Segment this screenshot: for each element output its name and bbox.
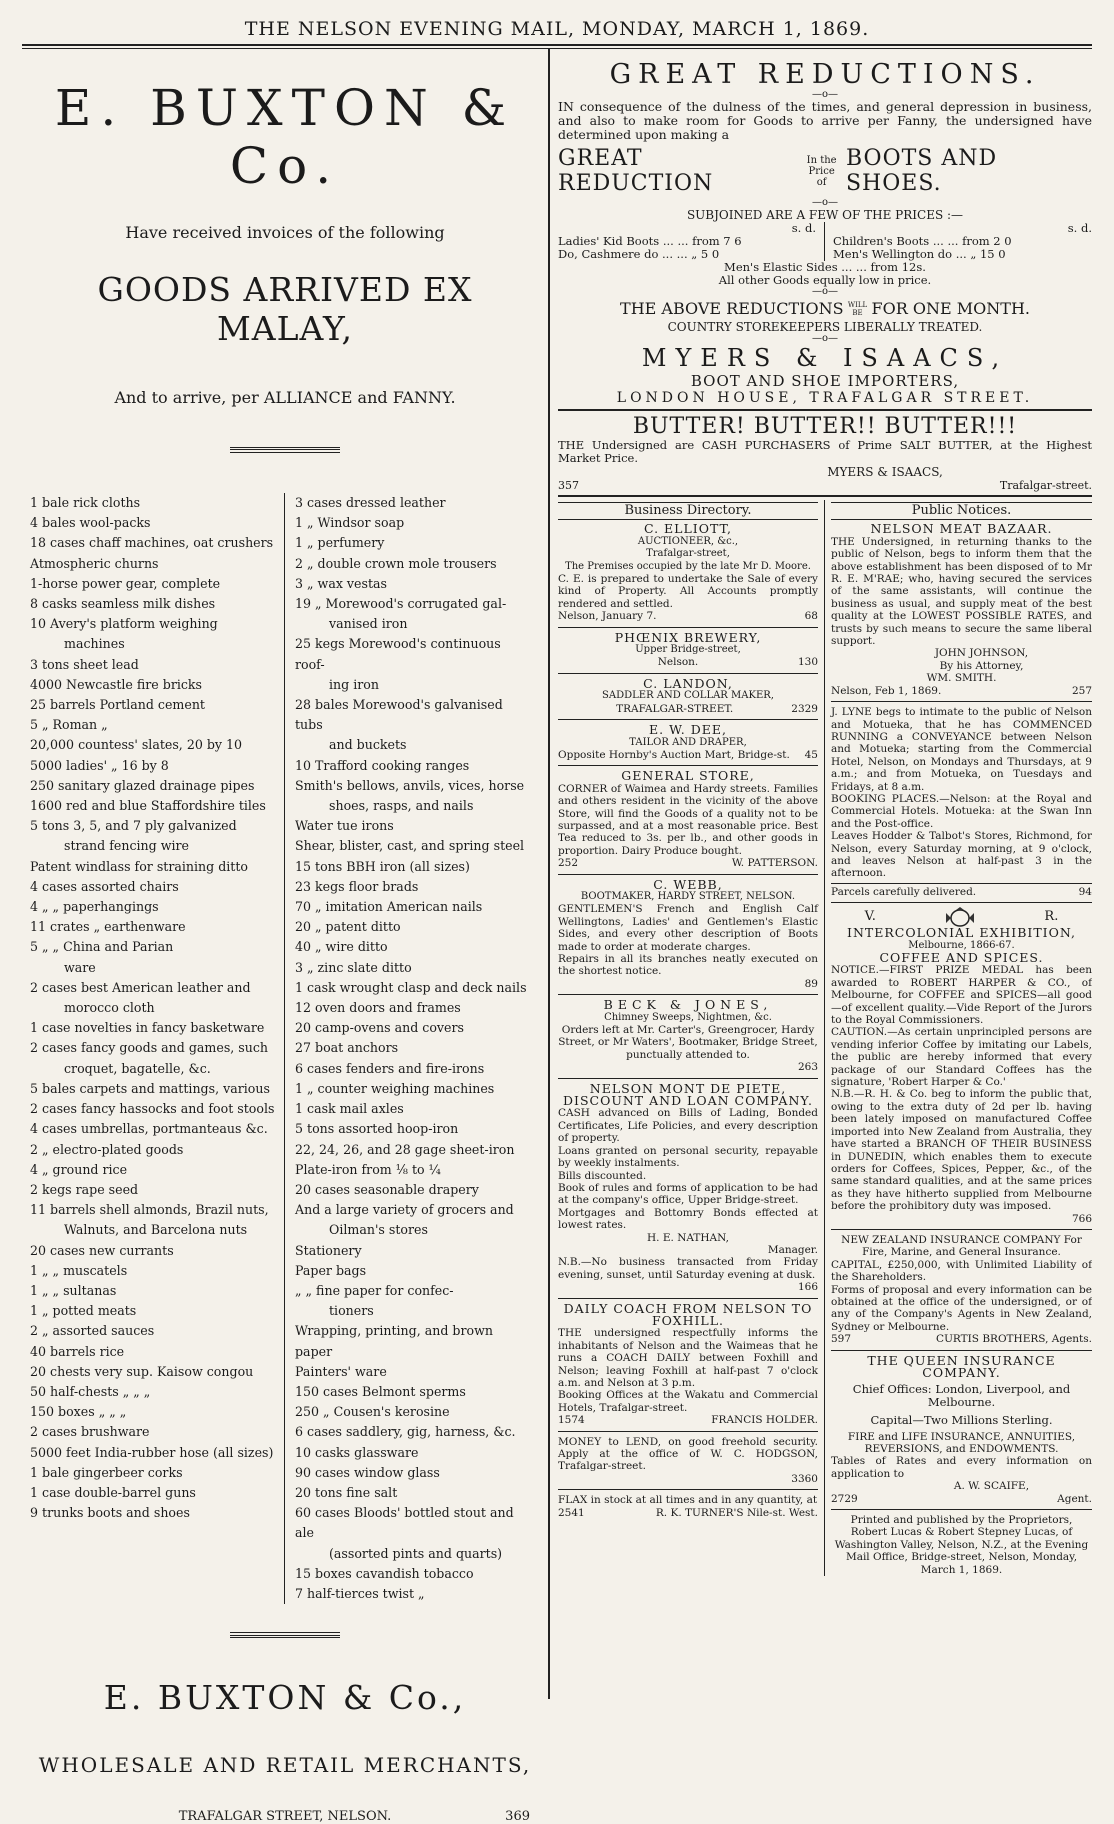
meat-bazaar-title: NELSON MEAT BAZAAR. <box>870 521 1053 537</box>
goods-list-item: 1600 red and blue Staffordshire tiles <box>30 798 266 814</box>
dee-trade: TAILOR AND DRAPER, <box>629 736 747 748</box>
queen-tables: Tables of Rates and every information on application to <box>831 1455 1092 1480</box>
goods-list-item: 7 half-tierces twist „ <box>295 1585 425 1601</box>
goods-list-item: 4000 Newcastle fire bricks <box>30 676 203 692</box>
lyne-text-2: BOOKING PLACES.—Nelson: at the Royal and Commercial Hotels. Motueka: at the Swan Inn and the Post-office. <box>831 792 1092 830</box>
buxton-goods-heading: GOODS ARRIVED EX MALAY, <box>97 270 473 348</box>
goods-list-item: 5 bales carpets and mattings, various <box>30 1080 270 1096</box>
goods-list-item: 10 Avery's platform weighing <box>30 616 218 632</box>
mont-sig: H. E. NATHAN, <box>647 1231 729 1244</box>
public-notices <box>825 500 1092 1576</box>
buxton-footer-street: TRAFALGAR STREET, NELSON. <box>178 1809 392 1824</box>
coach-footer <box>558 1414 818 1426</box>
queen-footer <box>831 1493 1092 1505</box>
nz-insurance-title: NEW ZEALAND INSURANCE COMPANY For Fire, Marine, and General Insurance. <box>841 1233 1082 1259</box>
mont-text-1: CASH advanced on Bills of Lading, Bonded Certificates, Life Policies, and every description of property. <box>558 1107 818 1145</box>
goods-list-item: 22, 24, 26, and 28 gage sheet-iron <box>295 1141 515 1157</box>
ornament: —o— <box>811 89 839 100</box>
price-line-5: Men's Elastic Sides ... ... from 12s. <box>724 260 926 274</box>
goods-list-item: Shear, blister, cast, and spring steel <box>295 838 525 854</box>
buxton-received: Have received invoices of the following <box>125 223 445 242</box>
reductions-title: GREAT REDUCTIONS. <box>609 59 1041 90</box>
goods-list-item: 1 bale rick cloths <box>30 495 141 510</box>
coach-title: DAILY COACH FROM NELSON TO FOXHILL. <box>563 1300 813 1328</box>
vr-r: R. <box>1044 908 1059 924</box>
columns <box>22 49 1092 1824</box>
goods-list-item: 90 cases window glass <box>295 1464 440 1480</box>
buxton-title: E. BUXTON & Co. <box>54 79 516 195</box>
lyne-text-3: Leaves Hodder & Talbot's Stores, Richmond, for Nelson, every Saturday morning, at 9 o'clock, and leaves Nelson at half-past 3 in the afternoon. <box>831 830 1092 880</box>
goods-list-item: 4 „ „ paperhangings <box>30 899 159 915</box>
mont-title: NELSON MONT DE PIETE, DISCOUNT AND LOAN COMPANY. <box>562 1080 814 1109</box>
rule <box>558 1298 818 1299</box>
goods-list-item: 4 cases umbrellas, portmanteaus &c. <box>30 1121 268 1137</box>
intercolonial-title: INTERCOLONIAL EXHIBITION, <box>847 925 1076 941</box>
rule <box>831 1229 1092 1230</box>
beck-text: Orders left at Mr. Carter's, Greengrocer, Hardy Street, or Mr Waters', Bootmaker, Bridge Street, punctually attended to. <box>558 1024 818 1061</box>
queen-sig: A. W. SCAIFE, <box>953 1480 1030 1493</box>
above-reductions <box>558 299 1092 318</box>
reductions-big1: GREAT REDUCTION <box>558 146 714 196</box>
goods-list-item: Paper bags <box>295 1262 367 1278</box>
goods-list-item: 20 „ patent ditto <box>295 919 401 935</box>
butter-text: THE Undersigned are CASH PURCHASERS of Prime SALT BUTTER, at the Highest Market Price. <box>558 438 1092 465</box>
goods-list-item: And a large variety of grocers and <box>295 1202 514 1218</box>
rule <box>558 719 818 720</box>
goods-list-item: 5000 ladies' „ 16 by 8 <box>30 757 169 773</box>
landon-footer <box>558 703 818 715</box>
goods-list-item: Wrapping, printing, and brown paper <box>295 1323 493 1359</box>
butter-footer <box>558 479 1092 492</box>
goods-list-item: 50 half-chests „ „ „ <box>30 1383 151 1399</box>
goods-list-item: and buckets <box>329 737 407 753</box>
printed-imprint: Printed and published by the Proprietors, Robert Lucas & Robert Stepney Lucas, of Washington Valley, Nelson, N.Z., at the Evening Mail Office, Bridge-street, Nelson, Monday, March 1, 1869. <box>834 1514 1089 1576</box>
goods-list-item: 18 cases chaff machines, oat crushers <box>30 535 274 551</box>
elliott-date: Nelson, January 7. <box>558 610 657 623</box>
goods-list-item: 23 kegs floor brads <box>295 878 419 894</box>
beck-trade: Chimney Sweeps, Nightmen, &c. <box>604 1011 772 1023</box>
rule-butter-top <box>558 409 1092 411</box>
coach-text: THE undersigned respectfully informs the inhabitants of Nelson and the Waimeas that he runs a COACH DAILY between Foxhill and Nelson; leaving Foxhill at half-past 7 o'clock a.m. and Nelson at 3 p.m. <box>558 1327 818 1389</box>
flax-text: FLAX in stock at all times and in any quantity, at <box>558 1494 818 1507</box>
goods-list-item: 15 boxes cavandish tobacco <box>295 1565 474 1581</box>
coach-num: 1574 <box>558 1414 585 1427</box>
goods-list-item: 5 „ „ China and Parian <box>30 939 174 955</box>
masthead: THE NELSON EVENING MAIL, MONDAY, MARCH 1, 1869. <box>244 18 870 40</box>
goods-list-item: 2 cases brushware <box>30 1424 150 1440</box>
london-house: LONDON HOUSE, TRAFALGAR STREET. <box>616 390 1034 406</box>
elliott-text: C. E. is prepared to undertake the Sale of every kind of Property. All Accounts promptly rendered and settled. <box>558 573 818 610</box>
goods-list-item: 1 bale gingerbeer corks <box>30 1464 183 1480</box>
goods-list-item: Smith's bellows, anvils, vices, horse <box>295 777 525 793</box>
phoenix-num: 130 <box>797 656 818 669</box>
meat-footer <box>831 685 1092 697</box>
price-list-right <box>825 222 1092 261</box>
landon-name: C. LANDON, <box>643 675 733 691</box>
goods-list-item: ware <box>64 959 96 975</box>
landon-num: 2329 <box>791 702 818 715</box>
goods-list-item: 25 kegs Morewood's continuous roof- <box>295 636 501 672</box>
mont-text-5: Mortgages and Bottomry Bonds effected at lowest rates. <box>558 1206 818 1232</box>
goods-list-item: 60 cases Bloods' bottled stout and ale <box>295 1505 514 1541</box>
butter-street: Trafalgar-street. <box>999 479 1092 492</box>
goods-list-item: vanised iron <box>329 616 408 632</box>
country-storekeepers: COUNTRY STOREKEEPERS LIBERALLY TREATED. <box>667 320 983 334</box>
myers-isaacs-title: MYERS & ISAACS, <box>641 344 1009 372</box>
ornament-2: —o— <box>811 197 839 208</box>
right-section <box>550 49 1092 1699</box>
goods-list-item: 20 cases seasonable drapery <box>295 1181 479 1197</box>
coach-text-2: Booking Offices at the Wakatu and Commercial Hotels, Trafalgar-street. <box>558 1389 818 1414</box>
price-line-4: Men's Wellington do ... „ 15 0 <box>833 247 1006 261</box>
mont-text-2: Loans granted on personal security, repayable by weekly instalments. <box>558 1144 818 1170</box>
dee-footer <box>558 749 818 761</box>
flax-num: 2541 <box>558 1506 585 1519</box>
boot-importers: BOOT AND SHOE IMPORTERS, <box>690 372 960 390</box>
rule <box>558 765 818 766</box>
nz-insurance-text: Forms of proposal and every information can be obtained at the office of the undersigned, or of any of the Company's Agents in New Zealand, Sydney or Melbourne. <box>831 1283 1092 1333</box>
buxton-arrive: And to arrive, per ALLIANCE and FANNY. <box>114 388 456 407</box>
price-sd-right: s. d. <box>1067 221 1092 235</box>
coach-sig: FRANCIS HOLDER. <box>711 1414 818 1427</box>
rule <box>831 1509 1092 1510</box>
goods-list-item: strand fencing wire <box>64 838 189 854</box>
goods-list-item: 1 „ „ muscatels <box>30 1262 128 1278</box>
goods-list-item: 20,000 countess' slates, 20 by 10 <box>30 737 243 753</box>
goods-list-item: 250 sanitary glazed drainage pipes <box>30 777 255 793</box>
month-text: FOR ONE MONTH. <box>871 299 1030 318</box>
butter-num: 357 <box>558 479 579 492</box>
dee-name: E. W. DEE, <box>649 722 727 738</box>
goods-list-item: 70 „ imitation American nails <box>295 899 483 915</box>
rule <box>558 1431 818 1432</box>
goods-list-item: 3 cases dressed leather <box>295 495 446 510</box>
reductions-inthe: In the Price of <box>806 154 837 188</box>
butter-title: BUTTER! BUTTER!! BUTTER!!! <box>632 414 1018 439</box>
goods-list-item: 19 „ Morewood's corrugated gal- <box>295 596 507 612</box>
goods-list-item: Stationery <box>295 1242 362 1258</box>
goods-list-item: 4 bales wool-packs <box>30 515 151 531</box>
landon-street: TRAFALGAR-STREET. <box>616 702 734 715</box>
rule <box>558 874 818 875</box>
rule <box>558 1078 818 1079</box>
goods-list-item: 10 Trafford cooking ranges <box>295 757 470 773</box>
webb-text-2: Repairs in all its branches neatly executed on the shortest notice. <box>558 953 818 978</box>
goods-list-item: 5 tons assorted hoop-iron <box>295 1121 459 1137</box>
elliott-num: 68 <box>804 610 818 623</box>
price-list <box>558 222 1092 261</box>
flax-sig: R. K. TURNER'S Nile-st. West. <box>655 1506 818 1519</box>
meat-attorney: By his Attorney, <box>939 659 1024 672</box>
money-text: MONEY to LEND, on good freehold security. Apply at the office of W. C. HODGSON, Trafalgar-street. <box>558 1435 818 1473</box>
goods-list-item: Oilman's stores <box>329 1222 428 1238</box>
beck-num: 263 <box>797 1061 818 1074</box>
queen-fire: FIRE and LIFE INSURANCE, ANNUITIES, REVERSIONS, and ENDOWMENTS. <box>847 1430 1076 1456</box>
phoenix-town: Nelson. <box>657 656 699 669</box>
goods-list-item: Patent windlass for straining ditto <box>30 858 249 874</box>
webb-num: 89 <box>804 977 818 990</box>
goods-list-item: 2 „ electro-plated goods <box>30 1141 184 1157</box>
goods-list-item: 1 „ potted meats <box>30 1303 137 1319</box>
goods-list-item: 1 cask mail axles <box>295 1101 404 1117</box>
goods-list-item: 9 trunks boots and shoes <box>30 1505 190 1521</box>
queen-agent: Agent. <box>1057 1492 1092 1505</box>
goods-list-item: 11 crates „ earthenware <box>30 919 186 935</box>
webb-text: GENTLEMEN'S French and English Calf Wellingtons, Ladies' and Gentlemen's Elastic Sides, and every other description of Boots made to order at moderate charges. <box>558 903 818 953</box>
goods-list-item: 2 „ assorted sauces <box>30 1323 155 1339</box>
goods-list-item: 15 tons BBH iron (all sizes) <box>295 858 470 874</box>
goods-list-item: 1 „ perfumery <box>295 535 385 551</box>
phoenix-footer <box>558 656 818 668</box>
general-store-name: GENERAL STORE, <box>621 768 755 784</box>
notices-title: Public Notices. <box>831 502 1092 520</box>
masthead-rule <box>22 44 1092 46</box>
goods-list-item: 1 cask wrought clasp and deck nails <box>295 979 527 995</box>
goods-list-item: croquet, bagatelle, &c. <box>64 1060 211 1076</box>
intercolonial-place: Melbourne, 1866-67. <box>908 939 1015 951</box>
elliott-trade: AUCTIONEER, &c., <box>637 535 739 547</box>
landon-trade: SADDLER AND COLLAR MAKER, <box>602 690 774 702</box>
price-line-6: All other Goods equally low in price. <box>718 273 932 287</box>
goods-list-item: 250 „ Cousen's kerosine <box>295 1404 450 1420</box>
goods-list-item: 4 „ ground rice <box>30 1161 128 1177</box>
coffee-num: 766 <box>1071 1212 1092 1225</box>
royal-crest-icon <box>943 907 977 927</box>
goods-list-item: 1 „ Windsor soap <box>295 515 405 531</box>
lyne-parcels: Parcels carefully delivered. <box>831 885 977 898</box>
goods-list-left <box>30 493 285 1604</box>
nz-insurance-num: 597 <box>831 1333 852 1346</box>
goods-list-item: 2 cases fancy goods and games, such <box>30 1040 269 1056</box>
goods-list-item: 1 case novelties in fancy basketware <box>30 1020 265 1036</box>
dee-num: 45 <box>804 748 818 761</box>
goods-list-item: 1 case double-barrel guns <box>30 1484 196 1500</box>
rule <box>831 902 1092 903</box>
reductions-subjoined: SUBJOINED ARE A FEW OF THE PRICES :— <box>686 208 964 222</box>
goods-list-item: 40 „ wire ditto <box>295 939 388 955</box>
elliott-name: C. ELLIOTT, <box>643 521 733 537</box>
buxton-rule-top <box>230 447 340 453</box>
flax-footer <box>558 1507 818 1519</box>
general-store-sig: W. PATTERSON. <box>731 857 818 870</box>
elliott-street: Trafalgar-street, <box>646 548 730 560</box>
goods-list-item: 3 tons sheet lead <box>30 656 139 672</box>
money-num: 3360 <box>791 1472 818 1485</box>
goods-list-item: (assorted pints and quarts) <box>329 1545 503 1561</box>
buxton-rule-bottom <box>230 1632 340 1638</box>
mont-text-3: Bills discounted. <box>558 1169 647 1182</box>
goods-list-item: 20 camp-ovens and covers <box>295 1020 464 1036</box>
rule <box>558 1489 818 1490</box>
meat-sig: JOHN JOHNSON, <box>934 647 1029 660</box>
goods-list-item: 3 „ wax vestas <box>295 575 387 591</box>
queen-offices: Chief Offices: London, Liverpool, and Melbourne. <box>852 1382 1071 1409</box>
meat-bazaar-text: THE Undersigned, in returning thanks to the public of Nelson, begs to inform them that the above establishment has been disposed of to Mr R. E. M'RAE; who, having secured the services of the same assistants, will continue the business as usual, and supply meat of the best quality at the LOWEST POSSIBLE RATES, and trusts by such means to secure the same liberal support. <box>831 535 1092 648</box>
price-list-left <box>558 222 825 261</box>
goods-list-item: shoes, rasps, and nails <box>329 798 474 814</box>
rule <box>831 701 1092 702</box>
reductions-big2: BOOTS AND SHOES. <box>845 146 998 196</box>
buxton-footer-title: E. BUXTON & Co., <box>103 1678 467 1718</box>
price-line-2: Do, Cashmere do ... ... „ 5 0 <box>558 247 720 261</box>
buxton-goods-list <box>30 493 540 1604</box>
goods-list-item: 1-horse power gear, complete <box>30 575 221 591</box>
business-directory <box>558 500 825 1576</box>
goods-list-item: 20 cases new currants <box>30 1242 174 1258</box>
rule-butter-bottom <box>558 495 1092 497</box>
willbe-text: WILL BE <box>847 300 868 317</box>
buxton-footer-num: 369 <box>505 1809 530 1824</box>
mont-text-4: Book of rules and forms of application to be had at the company's office, Upper Bridge-street. <box>558 1181 818 1207</box>
rule <box>558 627 818 628</box>
directory-title: Business Directory. <box>558 502 818 520</box>
queen-num: 2729 <box>831 1492 858 1505</box>
buxton-advert <box>22 49 550 1824</box>
goods-list-item: tioners <box>329 1303 374 1319</box>
goods-list-item: morocco cloth <box>64 1000 155 1016</box>
nz-insurance-sig: CURTIS BROTHERS, Agents. <box>936 1333 1092 1346</box>
coffee-text-2: CAUTION.—As certain unprincipled persons are vending inferior Coffee by imitating our Labels, the public are hereby informed that every package of our Standard Coffees has the signature, 'Robert Harper & Co.' <box>831 1026 1092 1089</box>
goods-list-item: 1 „ „ sultanas <box>30 1282 117 1298</box>
goods-list-item: 20 tons fine salt <box>295 1484 398 1500</box>
price-line-3: Children's Boots ... ... from 2 0 <box>833 234 1012 248</box>
webb-name: C. WEBB, <box>653 876 723 892</box>
goods-list-item: 28 bales Morewood's galvanised tubs <box>295 697 503 733</box>
goods-list-item: 1 „ counter weighing machines <box>295 1080 495 1096</box>
goods-list-item: 12 oven doors and frames <box>295 1000 461 1016</box>
rule <box>558 673 818 674</box>
buxton-footer-street-row <box>30 1809 540 1824</box>
goods-list-item: 11 barrels shell almonds, Brazil nuts, <box>30 1202 269 1218</box>
goods-list-item: machines <box>64 636 125 652</box>
nz-insurance-capital: CAPITAL, £250,000, with Unlimited Liability of the Shareholders. <box>831 1258 1092 1284</box>
coffee-title: COFFEE AND SPICES. <box>879 950 1044 965</box>
goods-list-item: Atmospheric churns <box>30 555 159 571</box>
goods-list-item: Walnuts, and Barcelona nuts <box>64 1222 248 1238</box>
price-sd-left: s. d. <box>791 221 816 235</box>
lyne-footer <box>831 883 1092 898</box>
beck-name: BECK & JONES, <box>603 997 773 1013</box>
coffee-text: NOTICE.—FIRST PRIZE MEDAL has been awarded to ROBERT HARPER & CO., of Melbourne, for COFFEE and SPICES—all good—of excellent quality.—Vide Report of the Jurors to the Royal Commissioners. <box>831 964 1092 1027</box>
goods-list-item: 150 cases Belmont sperms <box>295 1383 466 1399</box>
goods-list-item: 2 cases best American leather and <box>30 979 251 995</box>
dee-address: Opposite Hornby's Auction Mart, Bridge-st. <box>558 748 790 761</box>
queen-title: THE QUEEN INSURANCE COMPANY. <box>867 1352 1056 1380</box>
meat-date: Nelson, Feb 1, 1869. <box>831 684 942 697</box>
webb-trade: BOOTMAKER, HARDY STREET, NELSON. <box>580 890 796 902</box>
phoenix-street: Upper Bridge-street, <box>635 644 741 656</box>
rule <box>558 994 818 995</box>
goods-list-item: 40 barrels rice <box>30 1343 125 1359</box>
nz-insurance-footer <box>831 1333 1092 1345</box>
coffee-text-3: N.B.—R. H. & Co. beg to inform the public that, owing to the extra duty of 2d per lb. having been lately imposed on manufactured Coffee imported into New Zealand from Australia, they have started a BRANCH OF THEIR BUSINESS in DUNEDIN, which enables them to execute orders for Coffees, Spices, Pepper, &c., of the same standard qualities, and at the same prices as they have hitherto supplied from Melbourne before the prohibitory duty was imposed. <box>831 1088 1092 1213</box>
reductions-intro: IN consequence of the dulness of the times, and general depression in business, and also to make room for Goods to arrive per Fanny, the undersigned have determined upon making a <box>558 99 1092 142</box>
meat-sig-2: WM. SMITH. <box>926 672 997 685</box>
goods-list-item: 8 casks seamless milk dishes <box>30 596 216 612</box>
goods-list-item: 5 „ Roman „ <box>30 717 108 733</box>
general-store-num: 252 <box>558 857 579 870</box>
goods-list-item: 4 cases assorted chairs <box>30 878 179 894</box>
lyne-num: 94 <box>1078 885 1092 898</box>
elliott-premises: The Premises occupied by the late Mr D. Moore. <box>565 560 811 572</box>
goods-list-item: ing iron <box>329 676 379 692</box>
directory-notices <box>558 500 1092 1576</box>
ornament-4: —o— <box>811 333 839 344</box>
goods-list-item: 2 kegs rape seed <box>30 1181 139 1197</box>
goods-list-item: Painters' ware <box>295 1363 387 1379</box>
mont-manager: Manager. <box>767 1243 818 1256</box>
goods-list-right <box>285 493 540 1604</box>
queen-capital: Capital—Two Millions Sterling. <box>870 1413 1053 1428</box>
rule <box>831 1350 1092 1351</box>
general-store-text: CORNER of Waimea and Hardy streets. Families and others resident in the vicinity of the above Store, will find the Goods of a quality not to be surpassed, and at a most reasonable price. Best Tea reduced to 3s. per lb., and other goods in proportion. Dairy Produce bought. <box>558 782 818 857</box>
goods-list-item: 150 boxes „ „ „ <box>30 1404 127 1420</box>
goods-list-item: 10 casks glassware <box>295 1444 419 1460</box>
goods-list-item: 27 boat anchors <box>295 1040 399 1056</box>
reductions-banner <box>558 146 1092 196</box>
mont-nb: N.B.—No business transacted from Friday evening, sunset, until Saturday evening at dusk. <box>558 1256 818 1281</box>
goods-list-item: 2 cases fancy hassocks and foot stools <box>30 1101 275 1117</box>
goods-list-item: 3 „ zinc slate ditto <box>295 959 412 975</box>
goods-list-item: 5 tons 3, 5, and 7 ply galvanized <box>30 818 237 834</box>
goods-list-item: „ „ fine paper for confec- <box>295 1282 454 1298</box>
goods-list-item: 25 barrels Portland cement <box>30 697 205 713</box>
phoenix-name: PHŒNIX BREWERY, <box>614 629 762 645</box>
lyne-text: J. LYNE begs to intimate to the public of Nelson and Motueka, that he has COMMENCED RUNNING a CONVEYANCE between Nelson and Motueka; starting from the Commercial Hotel, Nelson, on Mondays and Thursdays, at 9 a.m.; and from Motueka, on Tuesdays and Fridays, at 8 a.m. <box>831 706 1092 793</box>
meat-num: 257 <box>1071 684 1092 697</box>
general-store-footer <box>558 857 818 869</box>
above-text: THE ABOVE REDUCTIONS <box>620 299 844 318</box>
vr-v: V. <box>864 908 876 924</box>
mont-num: 166 <box>797 1281 818 1294</box>
goods-list-item: Plate-iron from ⅛ to ¼ <box>295 1161 441 1177</box>
goods-list-item: 2 „ double crown mole trousers <box>295 555 497 571</box>
goods-list-item: 5000 feet India-rubber hose (all sizes) <box>30 1444 274 1460</box>
goods-list-item: 6 cases saddlery, gig, harness, &c. <box>295 1424 516 1440</box>
goods-list-item: Water tue irons <box>295 818 394 834</box>
vr-crest-row <box>831 907 1092 927</box>
price-line-1: Ladies' Kid Boots ... ... from 7 6 <box>558 234 742 248</box>
elliott-footer <box>558 610 818 622</box>
butter-sign: MYERS & ISAACS, <box>827 465 943 479</box>
ornament-3: —o— <box>811 286 839 297</box>
buxton-footer-sub: WHOLESALE AND RETAIL MERCHANTS, <box>38 1753 532 1778</box>
goods-list-item: 6 cases fenders and fire-irons <box>295 1060 485 1076</box>
goods-list-item: 20 chests very sup. Kaisow congou <box>30 1363 254 1379</box>
